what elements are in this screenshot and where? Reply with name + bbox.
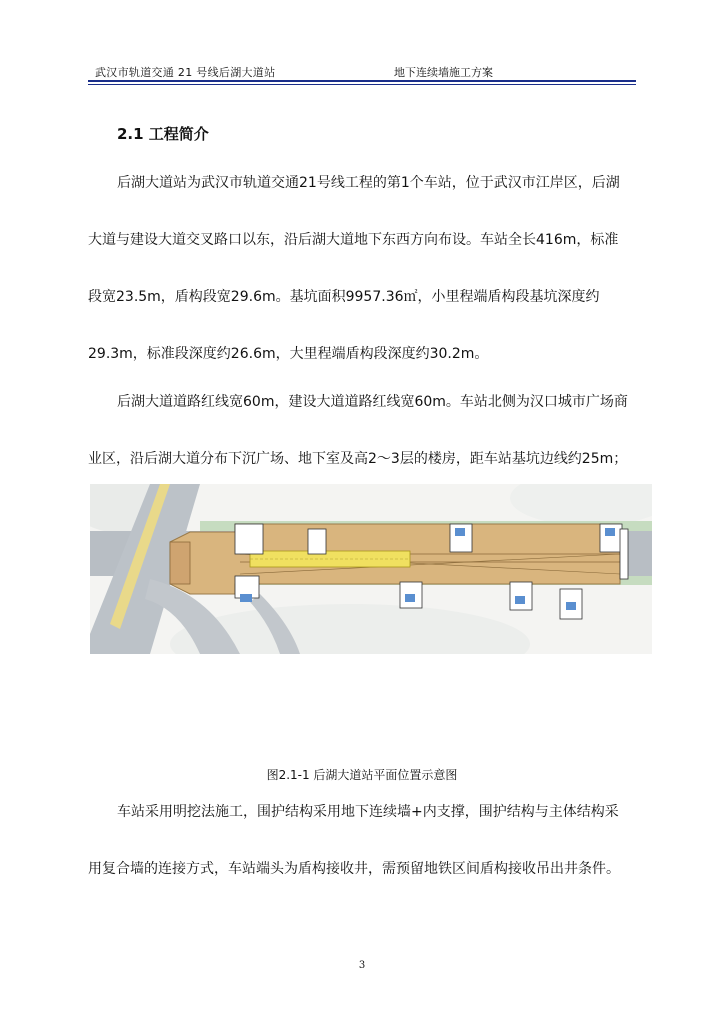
section-heading: 2.1 工程简介 xyxy=(117,125,209,143)
header-right: 地下连续墙施工方案 xyxy=(394,66,493,79)
paragraph-line: 段宽23.5m，盾构段宽29.6m。基坑面积9957.36㎡，小里程端盾构段基坑深度约 xyxy=(88,289,600,305)
paragraph-line: 用复合墙的连接方式，车站端头为盾构接收井，需预留地铁区间盾构接收吊出井条件。 xyxy=(88,861,620,877)
paragraph-line: 车站采用明挖法施工，围护结构采用地下连续墙+内支撑，围护结构与主体结构采 xyxy=(117,804,619,820)
paragraph-line: 后湖大道道路红线宽60m，建设大道道路红线宽60m。车站北侧为汉口城市广场商 xyxy=(117,394,628,410)
figure-caption: 图2.1-1 后湖大道站平面位置示意图 xyxy=(266,768,458,782)
paragraph-line: 业区，沿后湖大道分布下沉广场、地下室及高2～3层的楼房，距车站基坑边线约25m； xyxy=(88,451,628,467)
header-rule xyxy=(88,80,636,82)
header-left: 武汉市轨道交通 21 号线后湖大道站 xyxy=(95,66,276,79)
page-number: 3 xyxy=(358,960,366,971)
paragraph-line: 29.3m，标准段深度约26.6m，大里程端盾构段深度约30.2m。 xyxy=(88,346,489,362)
paragraph-line: 大道与建设大道交叉路口以东，沿后湖大道地下东西方向布设。车站全长416m，标准 xyxy=(88,232,619,248)
station-plan-figure xyxy=(90,484,652,654)
paragraph-line: 后湖大道站为武汉市轨道交通21号线工程的第1个车站，位于武汉市江岸区，后湖 xyxy=(117,175,620,191)
header-rule-thin xyxy=(88,84,636,85)
